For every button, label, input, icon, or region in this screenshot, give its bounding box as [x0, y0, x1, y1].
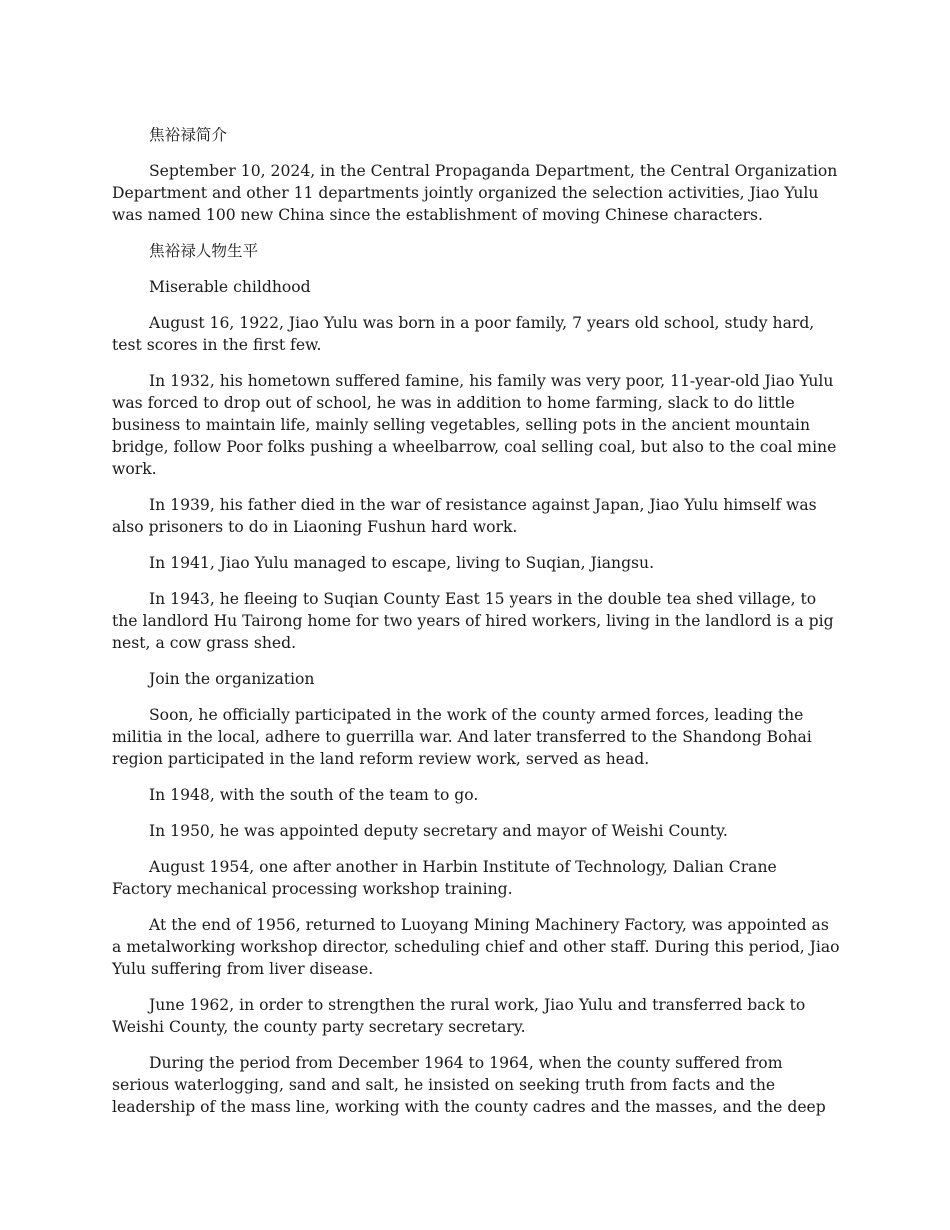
title-intro-heading: 焦裕禄简介 — [149, 126, 227, 144]
paragraph-1939: In 1939, his father died in the war of resistance against Japan, Jiao Yulu himself was also prisoners to do in Liaoning Fushun hard work. — [112, 496, 817, 536]
paragraph-1950: In 1950, he was appointed deputy secretary and mayor of Weishi County. — [149, 822, 728, 840]
paragraph-1948: In 1948, with the south of the team to go. — [149, 786, 479, 804]
paragraph-intro: September 10, 2024, in the Central Propaganda Department, the Central Organization Department and other 11 departments jointly organized the selection activities, Jiao Yulu was named 100 new China since the establishment of moving Chinese characters. — [112, 162, 838, 224]
document-page — [112, 124, 840, 1132]
paragraph-1964: During the period from December 1964 to 1964, when the county suffered from serious waterlogging, sand and salt, he insisted on seeking truth from facts and the leadership of the mass line, working with the county cadres and the masses, and the deep — [112, 1054, 826, 1116]
paragraph-1941: In 1941, Jiao Yulu managed to escape, living to Suqian, Jiangsu. — [149, 554, 655, 572]
paragraph-1962: June 1962, in order to strengthen the rural work, Jiao Yulu and transferred back to Weishi County, the county party secretary secretary. — [112, 996, 806, 1036]
section-heading-organization: Join the organization — [149, 670, 315, 688]
paragraph-1922: August 16, 1922, Jiao Yulu was born in a poor family, 7 years old school, study hard, test scores in the first few. — [112, 314, 815, 354]
paragraph-1956: At the end of 1956, returned to Luoyang Mining Machinery Factory, was appointed as a metalworking workshop director, scheduling chief and other staff. During this period, Jiao Yulu suffering from liver disease. — [112, 916, 840, 978]
section-heading-childhood: Miserable childhood — [149, 278, 311, 296]
paragraph-1943: In 1943, he fleeing to Suqian County East 15 years in the double tea shed village, to the landlord Hu Tairong home for two years of hired workers, living in the landlord is a pig nest, a cow grass shed. — [112, 590, 834, 652]
paragraph-1932: In 1932, his hometown suffered famine, his family was very poor, 11-year-old Jiao Yulu was forced to drop out of school, he was in addition to home farming, slack to do little business to maintain life, mainly selling vegetables, selling pots in the ancient mountain bridge, follow Poor folks pushing a wheelbarrow, coal selling coal, but also to the coal mine work. — [112, 372, 837, 478]
title-life-heading: 焦裕禄人物生平 — [149, 242, 259, 260]
paragraph-1954: August 1954, one after another in Harbin Institute of Technology, Dalian Crane Factory mechanical processing workshop training. — [112, 858, 777, 898]
paragraph-militia: Soon, he officially participated in the work of the county armed forces, leading the militia in the local, adhere to guerrilla war. And later transferred to the Shandong Bohai region participated in the land reform review work, served as head. — [112, 706, 812, 768]
